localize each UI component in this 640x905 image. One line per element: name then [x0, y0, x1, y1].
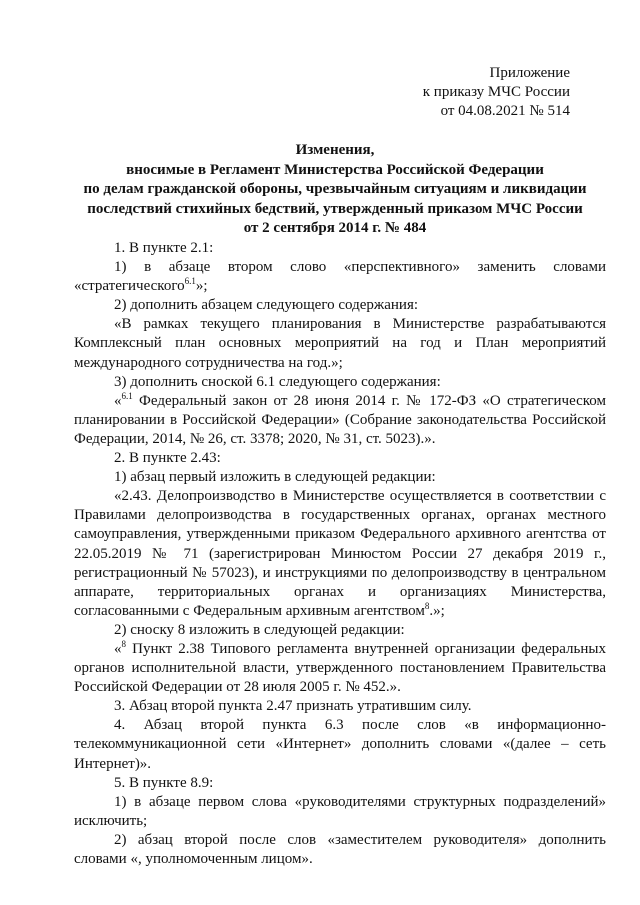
- text: «: [114, 392, 122, 409]
- title-line-3: по делам гражданской обороны, чрезвычайным ситуациям и ликвидации: [83, 181, 587, 197]
- appendix-order-date: от 04.08.2021 № 514: [440, 103, 570, 119]
- footnote-ref: 8: [121, 638, 126, 649]
- paragraph: 3. Абзац второй пункта 2.47 признать утратившим силу.: [114, 698, 472, 715]
- title-line-5: от 2 сентября 2014 г. № 484: [243, 220, 427, 236]
- document-title: [70, 141, 600, 239]
- paragraph: 3) дополнить сноской 6.1 следующего содержания:: [114, 373, 441, 390]
- paragraph: 4. Абзац второй пункта 6.3 после слов «в информационно-телекоммуникационной сети «Интернет» дополнить словами «(далее – сеть Интернет)».: [74, 717, 606, 772]
- appendix-header: [380, 64, 570, 121]
- title-line-1: Изменения,: [295, 142, 375, 158]
- paragraph: 1) абзац первый изложить в следующей редакции:: [114, 469, 436, 486]
- footnote-ref: 6.1: [184, 276, 196, 287]
- footnote-ref: 8: [424, 600, 430, 611]
- paragraph: [74, 392, 606, 449]
- text: .»;: [429, 602, 445, 619]
- paragraph: 2) абзац второй после слов «заместителем руководителя» дополнить словами «, уполномоченным лицом».: [74, 831, 606, 867]
- text: «: [114, 640, 122, 657]
- paragraph: «В рамках текущего планирования в Министерстве разрабатываются Комплексный план основных мероприятий на год и План мероприятий международного сотрудничества на год.»;: [74, 316, 606, 371]
- text: Федеральный закон от 28 июня 2014 г. № 172-ФЗ «О стратегическом планировании в Российской Федерации» (Собрание законодательства Российской Федерации, 2014, № 26, ст. 3378; 2020, № 31, ст. 5023).».: [74, 392, 606, 447]
- paragraph: 1. В пункте 2.1:: [114, 240, 214, 256]
- paragraph: 2) дополнить абзацем следующего содержания:: [114, 297, 419, 314]
- text: «2.43. Делопроизводство в Министерстве осуществляется в соответствии с Правилами делопроизводства в государственных органах, органах местного самоуправления, утвержденными приказом Федерального архивного агентства от 22.05.2019 № 71 (зарегистрирован Минюстом России 27 декабря 2019 г., регистрационный № 57023), и инструкциями по делопроизводству в центральном аппарате, территориальных органах и организациях Министерства, согласованными с Федеральным архивным агентством: [74, 488, 606, 619]
- paragraph: 2. В пункте 2.43:: [114, 450, 221, 467]
- paragraph: 1) в абзаце первом слова «руководителями структурных подразделений» исключить;: [74, 793, 606, 829]
- paragraph: [74, 640, 606, 697]
- title-line-2: вносимые в Регламент Министерства Российской Федерации: [126, 161, 544, 178]
- text: 1) в абзаце втором слово «перспективного» заменить словами «стратегического: [74, 259, 606, 295]
- paragraph: 5. В пункте 8.9:: [114, 774, 214, 791]
- text: »;: [195, 278, 208, 295]
- document-body: [74, 239, 606, 869]
- paragraph: [74, 258, 606, 296]
- paragraph: 2) сноску 8 изложить в следующей редакции:: [114, 621, 405, 638]
- paragraph: [74, 487, 606, 621]
- title-line-4: последствий стихийных бедствий, утвержденный приказом МЧС России: [87, 200, 583, 217]
- text: Пункт 2.38 Типового регламента внутренней организации федеральных органов исполнительной власти, утвержденного постановлением Правительства Российской Федерации от 28 июля 2005 г. № 452.».: [74, 640, 606, 696]
- appendix-label: Приложение: [489, 65, 570, 81]
- footnote-ref: 6.1: [121, 390, 133, 401]
- appendix-order-ref: к приказу МЧС России: [422, 84, 570, 100]
